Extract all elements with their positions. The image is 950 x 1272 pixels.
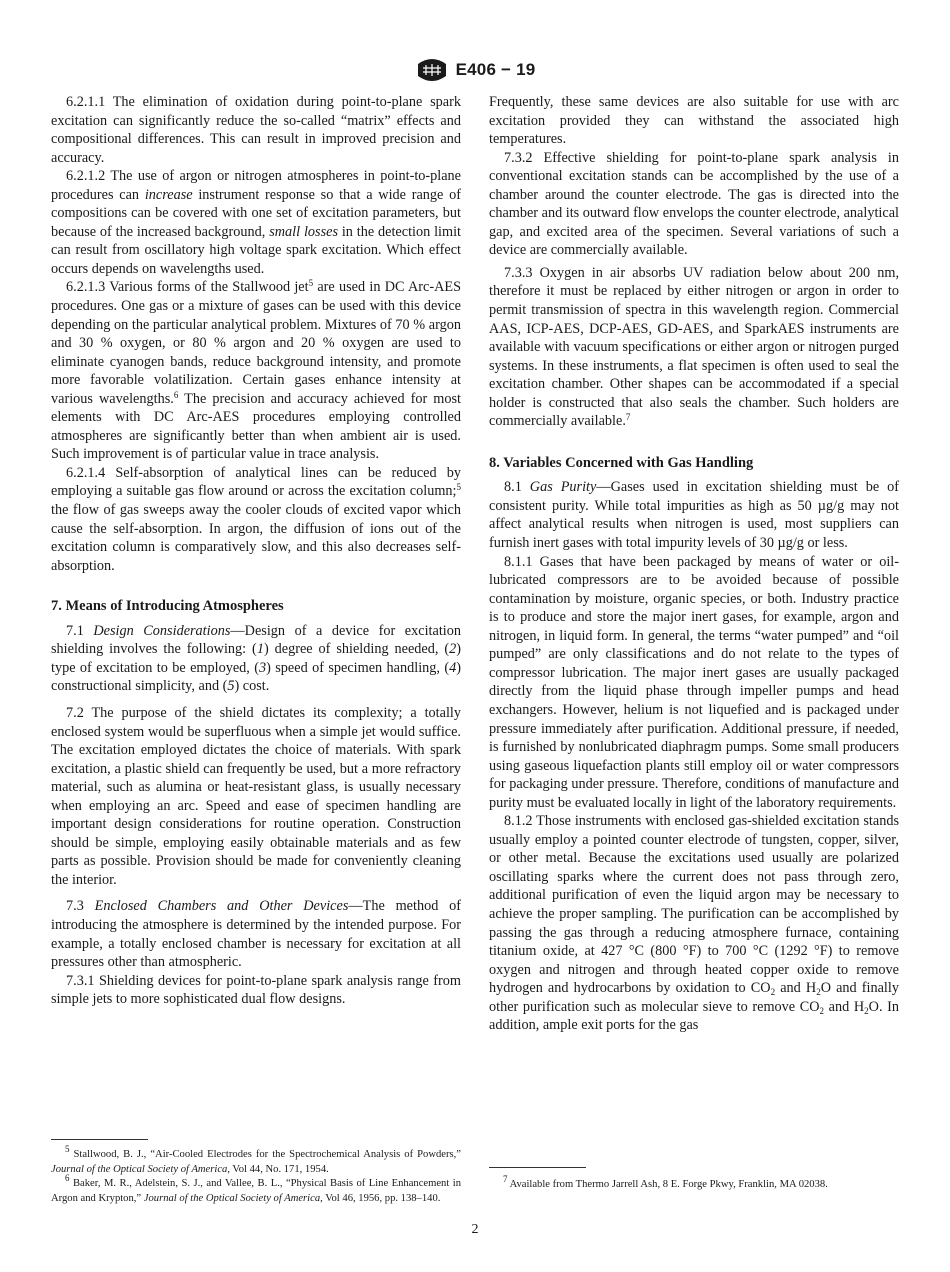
paragraph-7-2: 7.2 The purpose of the shield dictates its complexity; a totally enclosed system would be superfluous when a simple jet would suffice. The excitation employed dictates the choice of materials. With spark excitation, a plastic shield can frequently be used, but a more refractory material, such as alumina or heat-resistant glass, is usually necessary when employing an arc. Speed and ease of specimen handling are important design considerations for routine operation. Construction should be simple, employing easily obtainable materials and as few parts as possible. Provision should be made for conveniently cleaning the interior.: [51, 704, 461, 888]
paragraph-8-1: 8.1 Gas Purity—Gases used in excitation shielding must be of consistent purity. While total impurities as high as 50 µg/g may not affect analytical results when nitrogen is used, most suppliers can furnish inert gases with total impurity levels of 30 µg/g or less.: [489, 479, 899, 552]
paragraph-6-2-1-4: 6.2.1.4 Self-absorption of analytical lines can be reduced by employing a suitable gas flow around or across the excitation column;$^5$ the flow of gas sweeps away the cooler clouds of excited vapor which cause the self-absorption. In argon, the diffusion of ions out of the excitation column is comparatively slow, and this also decreases self-absorption.: [51, 464, 461, 574]
footnote-ref-5: 5: [308, 278, 314, 289]
paragraph-7-3-3: 7.3.3 Oxygen in air absorbs UV radiation below about 200 nm, therefore it must be replaced by either nitrogen or argon in order to permit transmission of spectra in this wavelength region. Commercial AAS, ICP-AES, DCP-AES, GD-AES, and SparkAES instruments are available with vacuum specifications or either argon or nitrogen purged systems. In these instruments, a flat specimen is often used to seal the excitation chamber. Other shapes can be accommodated if a special holder is constructed that also seals the chamber. Such holders are commercially available.$^7$: [489, 264, 900, 430]
paragraph-7-3: 7.3 Enclosed Chambers and Other Devices—The method of introducing the atmosphere is determined by the intended purpose. For example, a totally enclosed chamber is necessary for excitation at all pressures other than atmospheric.: [51, 898, 461, 971]
paragraph-7-3-1: 7.3.1 Shielding devices for point-to-plane spark analysis range from simple jets to more sophisticated dual flow designs.: [51, 972, 462, 1008]
page-number: 2: [471, 1222, 479, 1237]
section-7-heading: 7. Means of Introducing Atmospheres: [51, 598, 284, 615]
footnote-rule-right: [489, 1167, 586, 1168]
footnote-rule-left: [51, 1139, 148, 1140]
paragraph-8-1-1: 8.1.1 Gases that have been packaged by means of water or oil-lubricated compressors are to be avoided because of possible contamination by moisture, organic species, or both. Industry practice is to produce and store the major inert gases, for example, argon and nitrogen, in liquid form. In general, the terms “water pumped” and “oil pumped” are only classifications and do not relate to the types of compressor lubrication. The major inert gases are usually packaged directly from the liquid phase through impeller pumps and head exchangers. However, helium is not liquefied and is packaged under pressure immediately after purification. Additional pressure, if needed, is furnished by nonlubricated diaphragm pumps. Some small producers using gaseous liquefaction plants still employ oil or water compressors for packaging under pressure. Therefore, conditions of manufacture and purity must be evaluated locally in light of the laboratory requirements.: [489, 553, 900, 811]
footnote-5: $^5$ Stallwood, B. J., “Air-Cooled Electrodes for the Spectrochemical Analysis of Powders,” Journal of the Optical Society of America, Vol 44, No. 171, 1954.: [51, 1144, 461, 1175]
section-8-heading: 8. Variables Concerned with Gas Handling: [489, 454, 754, 471]
paragraph-8-1-2: 8.1.2 Those instruments with enclosed gas-shielded excitation stands usually employ a pointed counter electrode of tungsten, copper, silver, or other metal. Because the excitations used usually are polarized oscillating sparks where the current does not pass through zero, additional purification of even the liquid argon may be necessary to achieve the proper sampling. The purification can be accomplished by passing the gas through a reducing atmosphere furnace, containing titanium oxide, at 427 °C (800 °F) to 700 °C (1292 °F) to remove oxygen and nitrogen and through heated copper oxide to remove hydrogen and hydrocarbons by oxidation to $CO_2$ and $H_2O$ and finally other purification such as molecular sieve to remove $CO_2$ and $H_2O$. In addition, ample exit ports for the gas: [489, 813, 899, 1034]
astm-logo-icon: [415, 56, 449, 84]
right-column: [489, 93, 899, 1035]
footnote-ref-5: 5: [456, 482, 461, 493]
paragraph-6-2-1-2: 6.2.1.2 The use of argon or nitrogen atmospheres in point-to-plane procedures can increase instrument response so that a wide range of compositions can be covered with one set of excitation parameters, but because of the increased background, small losses in the detection limit can result from oscillatory high voltage spark excitation. Which effect occurs depends on wavelengths used.: [51, 168, 462, 277]
footnotes-left: [51, 1144, 461, 1206]
paragraph-6-2-1-1: 6.2.1.1 The elimination of oxidation during point-to-plane spark excitation can significantly reduce the so-called “matrix” effects and compositional differences. This can result in improved precision and accuracy.: [51, 94, 461, 166]
page-header: [0, 56, 950, 89]
footnote-ref-6: 6: [173, 389, 179, 400]
footnote-ref-7: 7: [625, 412, 631, 423]
paragraph-7-1: 7.1 Design Considerations—Design of a device for excitation shielding involves the following: (1) degree of shielding needed, (2) type of excitation to be employed, (3) speed of specimen handling, (4) constructional simplicity, and (5) cost.: [51, 622, 461, 695]
paragraph-7-3-2: 7.3.2 Effective shielding for point-to-plane spark analysis in conventional excitation stands can be accomplished by the use of a chamber around the counter electrode. The gas is directed into the chamber and its outward flow envelops the counter electrode, analytical gap, and excited area of the specimen. Several variations of such a device are commercially available.: [489, 149, 900, 259]
paragraph-6-2-1-3: 6.2.1.3 Various forms of the Stallwood jet$^5$ are used in DC Arc-AES procedures. One gas or a mixture of gases can be used with this device depending on the particular analytical problem. Mixtures of 70 % argon and 30 % oxygen, or 80 % argon and 20 % oxygen are used to eliminate cyanogen bands, reduce background intensity, and promote more favorable volatilization. Certain gases enhance intensity at various wavelengths.$^6$ The precision and accuracy achieved for most elements with DC Arc-AES procedures employing controlled atmospheres are significantly better than when ambient air is used. Such improvement is of particular value in trace analysis.: [51, 278, 462, 463]
footnote-6: $^6$ Baker, M. R., Adelstein, S. J., and Vallee, B. L., “Physical Basis of Line Enhancement in Argon and Krypton,” Journal of the Optical Society of America, Vol 46, 1956, pp. 138–140.: [51, 1173, 461, 1204]
standard-designation: E406 − 19: [455, 60, 536, 79]
footnote-7: $^7$ Available from Thermo Jarrell Ash, 8 E. Forge Pkwy, Franklin, MA 02038.: [503, 1174, 828, 1190]
left-column: [51, 93, 461, 1009]
footnotes-right: [489, 1174, 899, 1193]
paragraph-7-3-1-continued: Frequently, these same devices are also suitable for use with arc excitation provided they can withstand the associated high temperatures.: [489, 94, 899, 148]
